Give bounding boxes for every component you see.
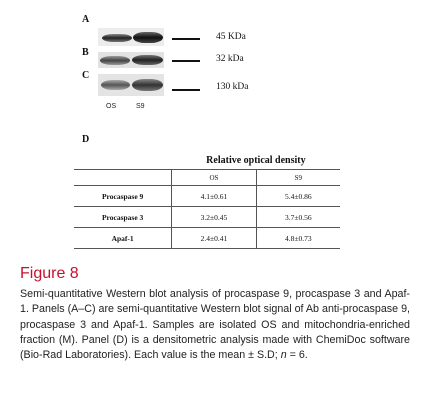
optical-density-table (74, 152, 340, 249)
panel-letter-c: C (82, 70, 90, 81)
table-row (74, 207, 340, 228)
table-title: Relative optical density (206, 155, 306, 166)
marker-label-a: 45 KDa (216, 32, 246, 42)
column-header-os: OS (172, 170, 256, 186)
figure-title: Figure 8 (20, 265, 79, 282)
row-label: Procaspase 3 (74, 207, 172, 228)
panel-letter-d: D (82, 134, 90, 145)
cell-os: 4.1±0.61 (172, 186, 256, 207)
figure-caption (20, 287, 410, 363)
lane-label-os: OS (106, 103, 117, 110)
lane-label-s9: S9 (136, 103, 145, 110)
cell-s9: 5.4±0.86 (256, 186, 340, 207)
table-corner-cell (74, 170, 172, 186)
marker-line-a (172, 38, 200, 40)
table-row (74, 186, 340, 207)
row-label: Apaf-1 (74, 228, 172, 249)
caption-text: Semi-quantitative Western blot analysis of procaspase 9, procaspase 3 and Apaf-1. Panels (A–C) are semi-quantitative Western blot signal of Ab anti-procaspase 9, procaspase 3 and Apaf-1. Samples are isolated OS and mitochondria-enriched fraction (M). Panel (D) is a densitometric analysis made with ChemiDoc software (Bio-Rad Laboratories). Each value is the mean ± S.D; (20, 288, 410, 362)
cell-os: 2.4±0.41 (172, 228, 256, 249)
blot-panel-a (98, 28, 164, 46)
blot-panel-c (98, 74, 164, 96)
cell-s9: 4.8±0.73 (256, 228, 340, 249)
row-label: Procaspase 9 (74, 186, 172, 207)
marker-label-c: 130 kDa (216, 82, 249, 92)
table-row (74, 228, 340, 249)
column-header-s9: S9 (256, 170, 340, 186)
panel-letter-b: B (82, 47, 89, 58)
blot-panel-b (98, 52, 164, 68)
caption-n-value: = 6. (286, 349, 308, 362)
caption-n-symbol: n (280, 349, 287, 362)
marker-line-c (172, 89, 200, 91)
cell-s9: 3.7±0.56 (256, 207, 340, 228)
panel-letter-a: A (82, 14, 90, 25)
marker-label-b: 32 kDa (216, 54, 244, 64)
marker-line-b (172, 60, 200, 62)
cell-os: 3.2±0.45 (172, 207, 256, 228)
